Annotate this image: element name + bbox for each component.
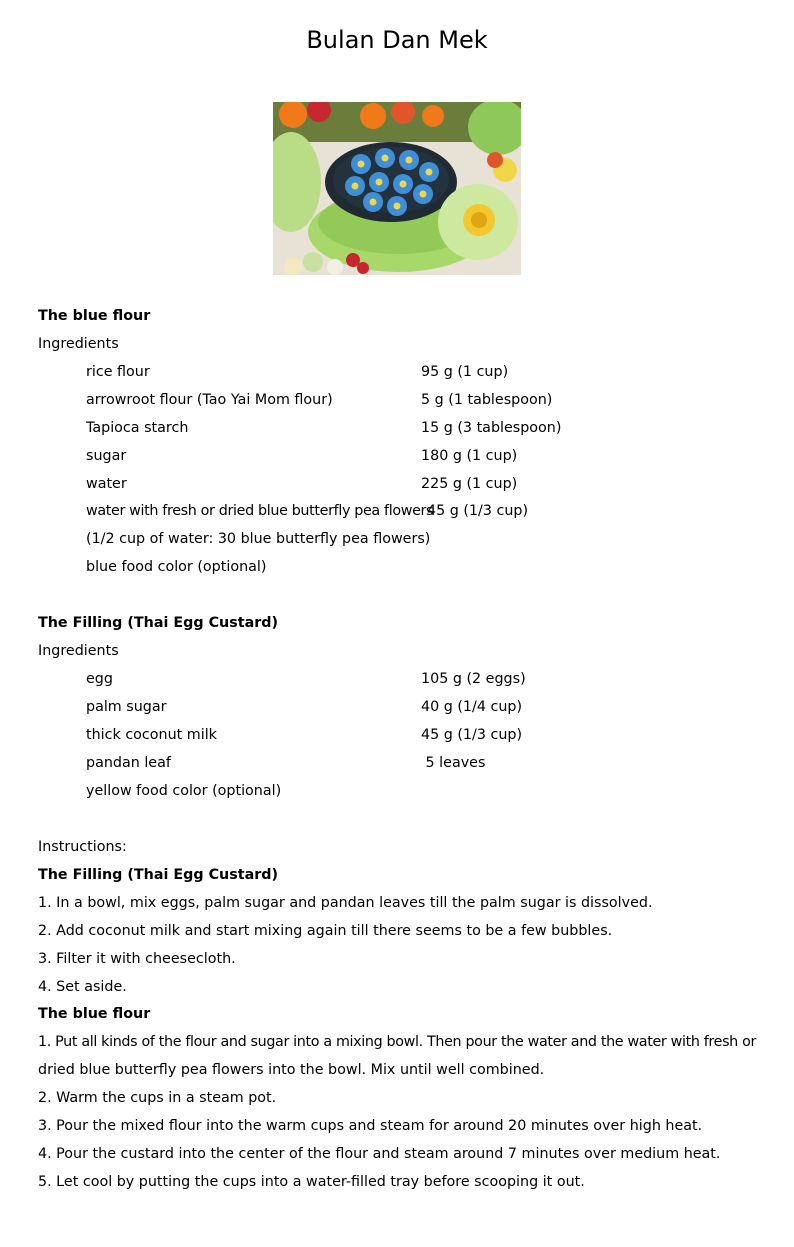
dessert-photo xyxy=(273,102,521,275)
ingredient-qty: 5 leaves xyxy=(421,755,486,771)
blue-flour-heading: The blue flour xyxy=(38,308,151,324)
instruction-step: 4. Set aside. xyxy=(38,979,127,995)
ingredient-name: rice flour xyxy=(86,364,150,380)
ingredient-optional: blue food color (optional) xyxy=(86,559,267,575)
instruction-step: 2. Add coconut milk and start mixing again till there seems to be a few bubbles. xyxy=(38,923,613,939)
ingredient-name: pandan leaf xyxy=(86,755,171,771)
ingredient-qty: 5 g (1 tablespoon) xyxy=(421,392,553,408)
ingredient-name: sugar xyxy=(86,448,127,464)
ingredient-name: arrowroot flour (Tao Yai Mom flour) xyxy=(86,392,333,408)
ingredient-note: (1/2 cup of water: 30 blue butterfly pea flowers) xyxy=(86,531,431,547)
instruction-step: 2. Warm the cups in a steam pot. xyxy=(38,1090,277,1106)
instruction-step: 3. Pour the mixed flour into the warm cups and steam for around 20 minutes over high heat. xyxy=(38,1118,703,1134)
instruction-step: 5. Let cool by putting the cups into a water-filled tray before scooping it out. xyxy=(38,1174,585,1190)
ingredient-qty: 180 g (1 cup) xyxy=(421,448,518,464)
ingredient-name: palm sugar xyxy=(86,699,167,715)
ingredient-qty: 40 g (1/4 cup) xyxy=(421,699,523,715)
instructions-label: Instructions: xyxy=(38,839,127,855)
ingredient-name: water with fresh or dried blue butterfly pea flowers xyxy=(86,503,434,519)
filling-heading: The Filling (Thai Egg Custard) xyxy=(38,615,279,631)
ingredient-qty: 45 g (1/3 cup) xyxy=(421,727,523,743)
ingredient-name: water xyxy=(86,476,127,492)
instructions-filling-heading: The Filling (Thai Egg Custard) xyxy=(38,867,279,883)
filling-ingredients-label: Ingredients xyxy=(38,643,119,659)
page-title: Bulan Dan Mek xyxy=(306,26,488,54)
instruction-step: 1. In a bowl, mix eggs, palm sugar and pandan leaves till the palm sugar is dissolved. xyxy=(38,895,653,911)
ingredient-name: Tapioca starch xyxy=(86,420,189,436)
instruction-step: 1. Put all kinds of the flour and sugar into a mixing bowl. Then pour the water and the water with fresh or xyxy=(38,1034,757,1050)
ingredient-qty: 105 g (2 eggs) xyxy=(421,671,526,687)
ingredient-qty: 225 g (1 cup) xyxy=(421,476,518,492)
ingredient-qty: 45 g (1/3 cup) xyxy=(427,503,529,519)
ingredient-optional: yellow food color (optional) xyxy=(86,783,282,799)
ingredient-name: egg xyxy=(86,671,113,687)
instruction-step: 3. Filter it with cheesecloth. xyxy=(38,951,236,967)
ingredient-qty: 15 g (3 tablespoon) xyxy=(421,420,562,436)
instruction-step: 4. Pour the custard into the center of the flour and steam around 7 minutes over medium heat. xyxy=(38,1146,721,1162)
ingredient-qty: 95 g (1 cup) xyxy=(421,364,509,380)
instructions-flour-heading: The blue flour xyxy=(38,1006,151,1022)
dessert-photo-icon xyxy=(273,102,521,275)
ingredient-name: thick coconut milk xyxy=(86,727,217,743)
blue-flour-ingredients-label: Ingredients xyxy=(38,336,119,352)
instruction-step: dried blue butterfly pea flowers into the bowl. Mix until well combined. xyxy=(38,1062,545,1078)
